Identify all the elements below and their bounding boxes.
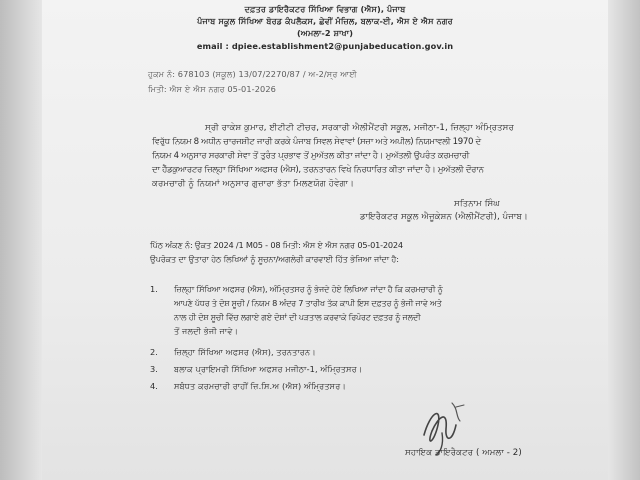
list-item-line: ਨਾਲ ਹੀ ਦੋਸ਼ ਸੂਚੀ ਵਿੱਚ ਲਗਾਏ ਗਏ ਦੋਸ਼ਾਂ ਦੀ ਪੜਤਾਲ ਕਰਵਾਕੇ ਰਿਪੋਰਟ ਦਫ਼ਤਰ ਨੂੰ ਜਲਦੀ	[174, 312, 421, 322]
list-item-line: ਆਪਣੇ ਪੱਧਰ ਤੇ ਦੋਸ਼ ਸੂਚੀ / ਨਿਯਮ 8 ਅੰਦਰ 7 ਤਾਰੀਖ ਤੱਕ ਕਾਪੀ ਇਸ ਦਫ਼ਤਰ ਨੂੰ ਭੇਜੀ ਜਾਵੇ ਅਤੇ	[174, 298, 442, 308]
background-edge-left	[0, 0, 42, 480]
branch-name: (ਅਮਲਾ-2 ਸ਼ਾਖਾ)	[296, 28, 354, 38]
body-line-1: ਸ੍ਰੀ ਰਾਕੇਸ਼ ਕੁਮਾਰ, ਈਟੀਟੀ ਟੀਚਰ, ਸਰਕਾਰੀ ਐਲੀਮੈਂਟਰੀ ਸਕੂਲ, ਮਜੀਠਾ-1, ਜ਼ਿਲ੍ਹਾ ਅੰਮ੍ਰਿਤਸਰ	[205, 123, 514, 133]
office-title: ਦਫ਼ਤਰ ਡਾਇਰੈਕਟਰ ਸਿੱਖਿਆ ਵਿਭਾਗ (ਐਸ), ਪੰਜਾਬ	[244, 4, 406, 14]
endorsement-number: ਪਿੱਠ ਅੰਕਣ ਨੰ: ਉਕਤ 2024 /1 M05 - 08 ਮਿਤੀ: ਐਸ ਏ ਐਸ ਨਗਰ 05-01-2024	[150, 240, 403, 250]
office-address: ਪੰਜਾਬ ਸਕੂਲ ਸਿੱਖਿਆ ਬੋਰਡ ਕੰਪਲੈਕਸ, ਛੇਵੀਂ ਮੰਜ਼ਿਲ, ਬਲਾਕ-ਈ, ਐਸ ਏ ਐਸ ਨਗਰ	[197, 16, 453, 26]
list-item-line: ਜ਼ਿਲ੍ਹਾ ਸਿੱਖਿਆ ਅਫਸਰ (ਐਸ), ਤਰਨਤਾਰਨ।	[174, 347, 316, 357]
endorsement-text: ਉਪਰੋਕਤ ਦਾ ਉਤਾਰਾ ਹੇਠ ਲਿਖਿਆਂ ਨੂੰ ਸੂਚਨਾ/ਅਗਲੇਰੀ ਕਾਰਵਾਈ ਹਿੱਤ ਭੇਜਿਆ ਜਾਂਦਾ ਹੈ:	[150, 254, 399, 264]
body-line-4: ਦਾ ਹੈੱਡਕੁਆਰਟਰ ਜ਼ਿਲ੍ਹਾ ਸਿੱਖਿਆ ਅਫਸਰ (ਐਸ), ਤਰਨਤਾਰਨ ਵਿਖੇ ਨਿਰਧਾਰਿਤ ਕੀਤਾ ਜਾਂਦਾ ਹੈ। ਮੁਅੱਤਲੀ ਦੌਰਾਨ	[152, 165, 484, 175]
assistant-director-title: ਸਹਾਇਕ ਡਾਇਰੈਕਟਰ ( ਅਮਲਾ - 2)	[405, 448, 522, 458]
body-line-3: ਨਿਯਮ 4 ਅਨੁਸਾਰ ਸਰਕਾਰੀ ਸੇਵਾ ਤੋਂ ਤੁਰੰਤ ਪ੍ਰਭਾਵ ਤੋਂ ਮੁਅੱਤਲ ਕੀਤਾ ਜਾਂਦਾ ਹੈ। ਮੁਅੱਤਲੀ ਉਪਰੰਤ ਕਰਮਚਾਰੀ	[152, 151, 470, 161]
list-item-line: ਬਲਾਕ ਪ੍ਰਾਇਮਰੀ ਸਿੱਖਿਆ ਅਫਸਰ ਮਜੀਠਾ-1, ਅੰਮ੍ਰਿਤਸਰ।	[174, 364, 363, 374]
list-item-line: ਤੋਂ ਜਲਦੀ ਭੇਜੀ ਜਾਵੇ।	[174, 326, 239, 336]
body-line-5: ਕਰਮਚਾਰੀ ਨੂੰ ਨਿਯਮਾਂ ਅਨੁਸਾਰ ਗੁਜ਼ਾਰਾ ਭੱਤਾ ਮਿਲਣਯੋਗ ਹੋਵੇਗਾ।	[152, 179, 354, 189]
list-item-number: 3.	[150, 364, 159, 374]
body-line-2: ਵਿਰੁੱਧ ਨਿਯਮ 8 ਅਧੀਨ ਚਾਰਜਸ਼ੀਟ ਜਾਰੀ ਕਰਕੇ ਪੰਜਾਬ ਸਿਵਲ ਸੇਵਾਵਾਂ (ਸਜ਼ਾ ਅਤੇ ਅਪੀਲ) ਨਿਯਮਾਵਲੀ 1970 ਦੇ	[152, 137, 481, 147]
list-item-line: ਜ਼ਿਲ੍ਹਾ ਸਿੱਖਿਆ ਅਫਸਰ (ਐਸ), ਅੰਮ੍ਰਿਤਸਰ ਨੂੰ ਭੇਜਦੇ ਹੋਏ ਲਿਖਿਆ ਜਾਂਦਾ ਹੈ ਕਿ ਕਰਮਚਾਰੀ ਨੂੰ	[174, 284, 443, 294]
list-item-number: 2.	[150, 347, 159, 357]
list-item-number: 1.	[150, 284, 159, 294]
signatory-name: ਸਤਿਨਾਮ ਸਿੰਘ	[454, 199, 500, 209]
list-item-number: 4.	[150, 381, 159, 391]
office-email: email : dpiee.establishment2@punjabeducation.gov.in	[196, 41, 454, 51]
order-number: ਹੁਕਮ ਨੰ: 678103 (ਸਕੂਲ) 13/07/2270/87 / ਅ-2/ਸ੍ਰ ਆਈ	[148, 69, 357, 79]
list-item-line: ਸਬੰਧਤ ਕਰਮਚਾਰੀ ਰਾਹੀਂ ਜ਼ਿ.ਸਿ.ਅ (ਐਸ) ਅੰਮ੍ਰਿਤਸਰ।	[174, 381, 347, 391]
background-edge-right	[606, 0, 640, 480]
signatory-title: ਡਾਇਰੈਕਟਰ ਸਕੂਲ ਐਜੂਕੇਸ਼ਨ (ਐਲੀਮੈਂਟਰੀ), ਪੰਜਾਬ।	[360, 212, 528, 222]
order-date: ਮਿਤੀ: ਐਸ ਏ ਐਸ ਨਗਰ 05-01-2026	[148, 84, 276, 94]
document-page	[42, 0, 608, 480]
